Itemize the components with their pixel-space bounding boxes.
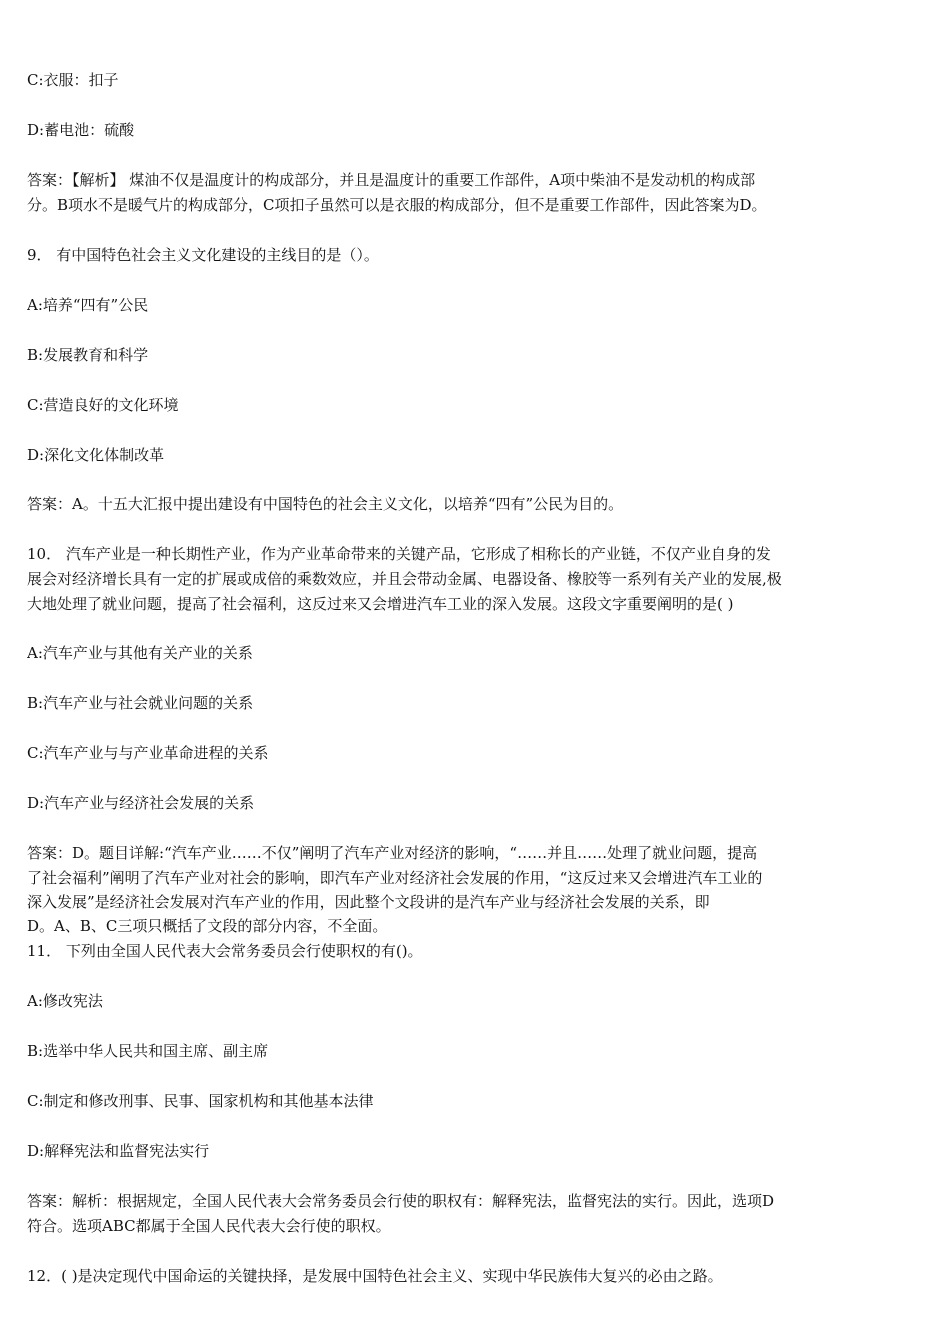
q10-answer-line-1: 答案：D。题目详解:“汽车产业……不仅”阐明了汽车产业对经济的影响，“……并且……处理了就业问题，提高 — [27, 844, 758, 862]
q10-answer-line-3: 深入发展”是经济社会发展对汽车产业的作用，因此整个文段讲的是汽车产业与经济社会发展的关系，即 — [27, 893, 710, 911]
q10-option-a: A:汽车产业与其他有关产业的关系 — [27, 644, 253, 662]
q8-answer-line-1: 答案：【解析】 煤油不仅是温度计的构成部分，并且是温度计的重要工作部件，A项中柴油不是发动机的构成部 — [27, 171, 756, 189]
q11-answer-line-2: 符合。选项ABC都属于全国人民代表大会行使的职权。 — [27, 1217, 391, 1235]
q10-question-line-1: 10． 汽车产业是一种长期性产业，作为产业革命带来的关键产品，它形成了相称长的产业链，不仅产业自身的发 — [27, 545, 771, 563]
q10-option-b: B:汽车产业与社会就业问题的关系 — [27, 694, 254, 712]
q9-option-b: B:发展教育和科学 — [27, 346, 149, 364]
q8-option-d: D:蓄电池：硫酸 — [27, 121, 135, 139]
q10-question-line-2: 展会对经济增长具有一定的扩展或成倍的乘数效应，并且会带动金属、电器设备、橡胶等一系列有关产业的发展,极 — [27, 570, 782, 588]
q9-option-c: C:营造良好的文化环境 — [27, 396, 179, 414]
q10-option-c: C:汽车产业与与产业革命进程的关系 — [27, 744, 269, 762]
q10-answer-line-4: D。A、B、C三项只概括了文段的部分内容，不全面。 — [27, 917, 388, 935]
q12-question: 12．( )是决定现代中国命运的关键抉择，是发展中国特色社会主义、实现中华民族伟大复兴的必由之路。 — [27, 1267, 723, 1285]
q10-answer-line-2: 了社会福利”阐明了汽车产业对社会的影响，即汽车产业对经济社会发展的作用，“这反过来又会增进汽车工业的 — [27, 869, 763, 887]
q11-option-d: D:解释宪法和监督宪法实行 — [27, 1142, 210, 1160]
q9-question: 9． 有中国特色社会主义文化建设的主线目的是（）。 — [27, 246, 379, 264]
q11-option-b: B:选举中华人民共和国主席、副主席 — [27, 1042, 269, 1060]
q9-answer: 答案：A。十五大汇报中提出建设有中国特色的社会主义文化，以培养“四有”公民为目的。 — [27, 495, 624, 513]
q11-option-c: C:制定和修改刑事、民事、国家机构和其他基本法律 — [27, 1092, 374, 1110]
q8-option-c: C:衣服：扣子 — [27, 71, 119, 89]
q8-answer-line-2: 分。B项水不是暖气片的构成部分，C项扣子虽然可以是衣服的构成部分，但不是重要工作部件，因此答案为D。 — [27, 196, 767, 214]
q10-question-line-3: 大地处理了就业问题，提高了社会福利，这反过来又会增进汽车工业的深入发展。这段文字重要阐明的是( ) — [27, 595, 734, 613]
q9-option-d: D:深化文化体制改革 — [27, 446, 165, 464]
q11-option-a: A:修改宪法 — [27, 992, 103, 1010]
q9-option-a: A:培养“四有”公民 — [27, 296, 149, 314]
q10-option-d: D:汽车产业与经济社会发展的关系 — [27, 794, 255, 812]
q11-answer-line-1: 答案：解析：根据规定，全国人民代表大会常务委员会行使的职权有：解释宪法，监督宪法的实行。因此，选项D — [27, 1192, 775, 1210]
q11-question: 11． 下列由全国人民代表大会常务委员会行使职权的有()。 — [27, 942, 423, 960]
